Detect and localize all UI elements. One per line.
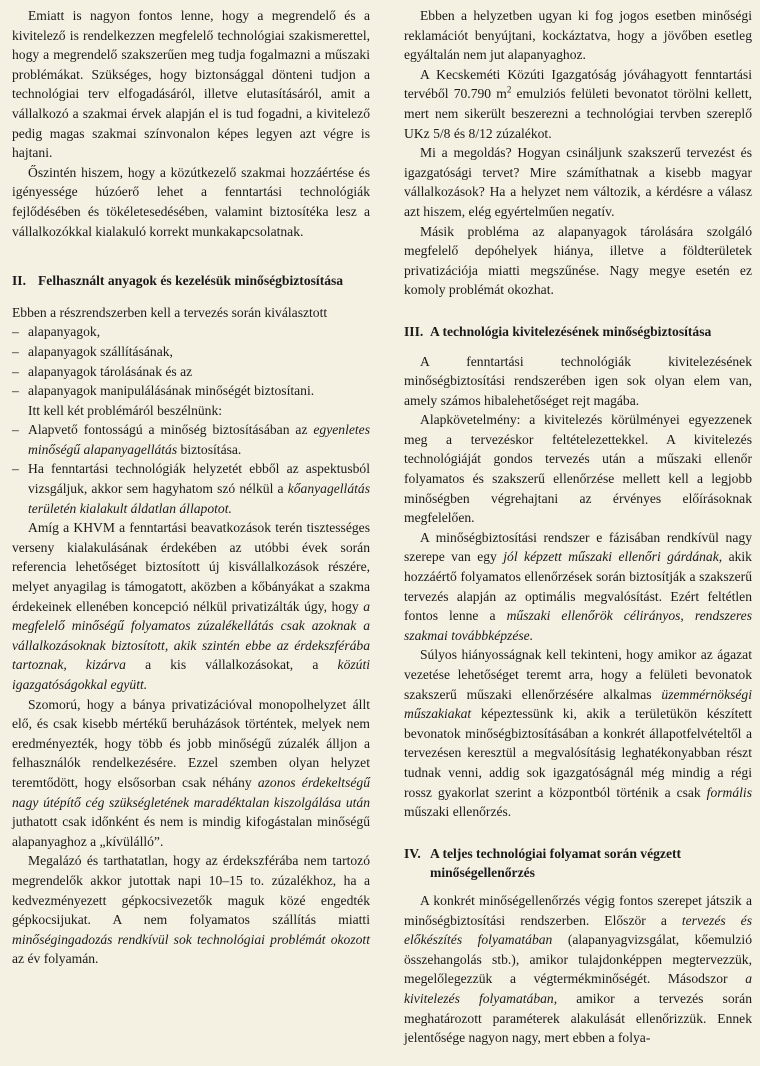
list-item: – Alapvető fontosságú a minőség biztosításában az egyenletes minőségű alapanyagellátás biztosítása. <box>12 422 370 457</box>
section-number: II. <box>12 273 26 289</box>
section-heading-ii <box>12 271 370 291</box>
list-item: – alapanyagok tárolásának és az <box>12 363 193 379</box>
section-title: A technológia kivitelezésének minőségbiztosítása <box>430 323 712 339</box>
paragraph: Súlyos hiányosságnak kell tekinteni, hogy amikor az ágazat vezetése lehetőséget teremt arra, hogy a felületi bevonatok szakszerű műszaki ellenőrzésére alkalmas üzemmérnökségi műszakiakat képeztessünk ki, akik a területükön készített bevonatok minőségbiztosításában a konkrét állapotfelvételtől a tervezésen keresztül a megvalósításig leghatékonyabban részt tudnak venni, addig sok igazgatóságnál még mindig a régi rossz gyakorlat szerint a központból történik a csak formális műszaki ellenőrzés. <box>404 647 752 820</box>
paragraph: A fenntartási technológiák kivitelezésének minőségbiztosítási rendszerében igen sok olyan elem van, amely számos hibalehetőséget rejt magába. <box>404 353 752 408</box>
list-item: – alapanyagok manipulálásának minőségét biztosítani. <box>12 383 315 399</box>
paragraph: Alapkövetelmény: a kivitelezés körülményei egyezzenek meg a tervezéskor feltételezettekkel. A kivitelezés technológiáját gondos tervezés után a műszaki ellenőr folyamatos és szakszerű ellenőrzése mellett kell a legjobb minőségben végrehajtani az érvényes előírásoknak megfelelően. <box>404 412 752 526</box>
list <box>12 322 370 400</box>
section-title: A teljes technológiai folyamat során végzett minőségellenőrzés <box>430 845 682 881</box>
section-number: IV. <box>404 845 421 861</box>
paragraph: Emiatt is nagyon fontos lenne, hogy a megrendelő és a kivitelező is rendelkezzen megfelelő technológiai szakismerettel, hogy a megrendelő szakszerűen meg tudja fogalmazni a műszaki problémákat. Szükséges, hogy biztonsággal dönteni tudjon a technológiai terv elfogadásáról, illetve elutasításáról, amit a vállalkozó a szakmai érvek alapján el is tud fogadni, a kivitelező pedig magas szakmai színvonalon képes legyen azt végre is hajtani. <box>12 8 370 161</box>
paragraph: Megalázó és tarthatatlan, hogy az érdekszférába nem tartozó megrendelők akkor jutottak napi 10–15 to. zúzalékhoz, ha a kedvezményezett gépkocsivezetők maguk közé engedték gépkocsijukat. A nem folyamatos szállítás miatti minőségingadozás rendkívül sok technológiai problémát okozott az év folyamán. <box>12 853 370 967</box>
paragraph: Másik probléma az alapanyagok tárolására szolgáló megfelelő depóhelyek hiánya, illetve a földterületek privatizációja miatti megszűnése. Nagy megye esetén ez komoly problémát okozhat. <box>404 223 752 298</box>
list-item: – Ha fenntartási technológiák helyzetét ebből az aspektusból vizsgáljuk, akkor sem hagyhatom szó nélkül a kőanyagellátás területén kialakult áldatlan állapotot. <box>12 461 370 516</box>
paragraph: A konkrét minőségellenőrzés végig fontos szerepet játszik a minőségbiztosítási rendszerben. Először a tervezés és előkészítés folyamatában (alapanyagvizsgálat, kőemulzió összehangolás stb.), amikor tulajdonképpen megtervezzük, megelőlegezzük a végtermékminőségét. Másodszor a kivitelezés folyamatában, amikor a tervezés során meghatározott paraméterek alakulását ellenőrizzük. Ennek jelentősége nagyon nagy, mert ebben a folya- <box>404 892 752 1046</box>
section-title: Felhasznált anyagok és kezelésük minőségbiztosítása <box>38 273 344 289</box>
paragraph: Amíg a KHVM a fenntartási beavatkozások terén tisztességes verseny kialakulásának érdekében az utóbbi évek során referencia lehetőséget biztosított új kisvállalkozások részére, melyet anyagilag is támogatott, aközben a kőbányákat a szakma érdekeinek ellenében koncepció nélkül privatizálták úgy, hogy a megfelelő minőségű folyamatos zúzalékellátás csak azoknak a vállalkozásoknak biztosított, akik szintén ebbe az érdekszférába tartoznak, kizárva a kis vállalkozásokat, a közúti igazgatóságokkal együtt. <box>12 520 371 692</box>
list-item: – alapanyagok, <box>12 324 101 340</box>
paragraph: A minőségbiztosítási rendszer e fázisában rendkívül nagy szerepe van egy jól képzett műszaki ellenőri gárdának, akik hozzáértő folyamatos ellenőrzések során biztosítják a szakszerű tervezés alapján az optimális megvalósítást. Ezért feltétlen fontos lenne a műszaki ellenőrök célirányos, rendszeres szakmai továbbképzése. <box>404 529 752 643</box>
paragraph: Mi a megoldás? Hogyan csináljunk szakszerű tervezést és igazgatósági tervet? Mire számíthatnak a kisebb magyar vállalkozások? Ha a helyzet nem változik, a kérdésre a válasz azt hiszem, elég egyértelműen negatív. <box>404 145 752 219</box>
section-number: III. <box>404 323 424 339</box>
paragraph: Szomorú, hogy a bánya privatizációval monopolhelyzet állt elő, és csak kisebb mértékű beruházások történtek, melyek nem eredményezték, hogy több és jobb minőségű zúzalék álljon a felhasználók rendelkezésére. Ezzel szemben olyan helyzet teremtődött, hogy elsősorban csak néhány azonos érdekeltségű nagy útépítő cég szükségletének maradéktalan kiszolgálása után juthatott csak időnként és nem is mindig kifogástalan minőségű alapanyaghoz a „kívülálló”. <box>12 696 370 849</box>
right-column <box>404 0 752 1048</box>
list-item: – alapanyagok szállításának, <box>12 343 173 359</box>
paragraph: Őszintén hiszem, hogy a közútkezelő szakmai hozzáértése és igényessége húzóerő lehet a fenntartási technológiák fejlődésében és tökéletesedésében, valamint biztosítéka lesz a vállalkozókkal kialakuló korrekt munkakapcsolatnak. <box>12 164 370 239</box>
paragraph: A Kecskeméti Közúti Igazgatóság jóváhagyott fenntartási tervéből 70.790 $m^2$ emulziós felületi bevonatot törölni kellett, mert nem sikerült beszerezni a technológiai tervben szereplő UKz 5/8 és 8/12 zúzalékot. <box>404 66 752 141</box>
paragraph: Ebben a részrendszerben kell a tervezés során kiválasztott <box>12 304 328 320</box>
paragraph: Ebben a helyzetben ugyan ki fog jogos esetben minőségi reklamációt benyújtani, kockáztatva, hogy a jövőben esetleg egyáltalán nem jut alapanyaghoz. <box>404 8 752 63</box>
paragraph: Itt kell két problémáról beszélnünk: <box>28 402 223 418</box>
section-heading-iii <box>404 322 752 342</box>
left-column <box>12 0 370 969</box>
section-heading-iv <box>404 844 752 883</box>
